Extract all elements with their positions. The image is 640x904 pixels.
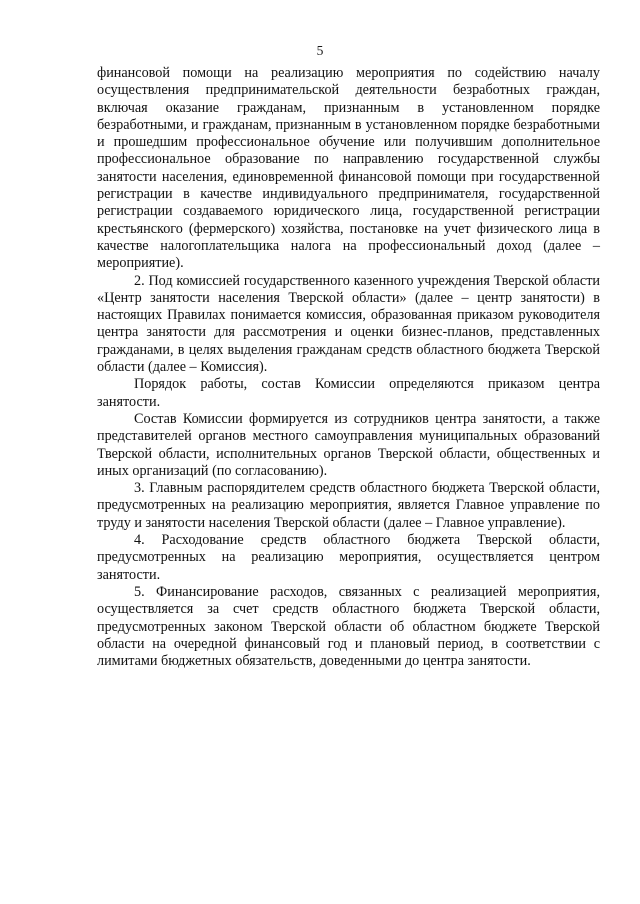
- paragraph-3-main-manager: 3. Главным распорядителем средств областного бюджета Тверской области, предусмотренных на реализацию мероприятия, является Главное управление по труду и занятости населения Тверской области (далее – Главное управление).: [97, 480, 600, 531]
- document-body: [97, 65, 600, 670]
- paragraph-4-spending: 4. Расходование средств областного бюджета Тверской области, предусмотренных на реализацию мероприятия, осуществляется центром занятости.: [97, 532, 600, 583]
- paragraph-5-financing: 5. Финансирование расходов, связанных с реализацией мероприятия, осуществляется за счет средств областного бюджета Тверской области, предусмотренных законом Тверской области об областном бюджете Тверской области на очередной финансовый год и плановый период, в соответствии с лимитами бюджетных обязательств, доведенными до центра занятости.: [97, 583, 600, 670]
- page-number: 5: [316, 43, 324, 58]
- paragraph-commission-procedure: Порядок работы, состав Комиссии определяются приказом центра занятости.: [97, 376, 600, 410]
- paragraph-continuation: финансовой помощи на реализацию мероприятия по содействию началу осуществления предпринимательской деятельности безработных граждан, включая оказание гражданам, признанным в установленном порядке безработными, и гражданам, признанным в установленном порядке безработными и прошедшим профессиональное обучение или получившим дополнительное профессиональное образование по направлению государственной службы занятости населения, единовременной финансовой помощи при государственной регистрации в качестве индивидуального предпринимателя, государственной регистрации создаваемого юридического лица, государственной регистрации крестьянского (фермерского) хозяйства, постановке на учет физического лица в качестве налогоплательщика налога на профессиональный доход (далее – мероприятие).: [97, 65, 600, 272]
- paragraph-commission-composition: Состав Комиссии формируется из сотрудников центра занятости, а также представителей органов местного самоуправления муниципальных образований Тверской области, исполнительных органов Тверской области, общественных и иных организаций (по согласованию).: [97, 410, 600, 479]
- paragraph-2-commission: 2. Под комиссией государственного казенного учреждения Тверской области «Центр занятости населения Тверской области» (далее – центр занятости) в настоящих Правилах понимается комиссия, образованная приказом руководителя центра занятости для рассмотрения и оценки бизнес-планов, представленных гражданами, в целях выделения гражданам средств областного бюджета Тверской области (далее – Комиссия).: [97, 272, 600, 376]
